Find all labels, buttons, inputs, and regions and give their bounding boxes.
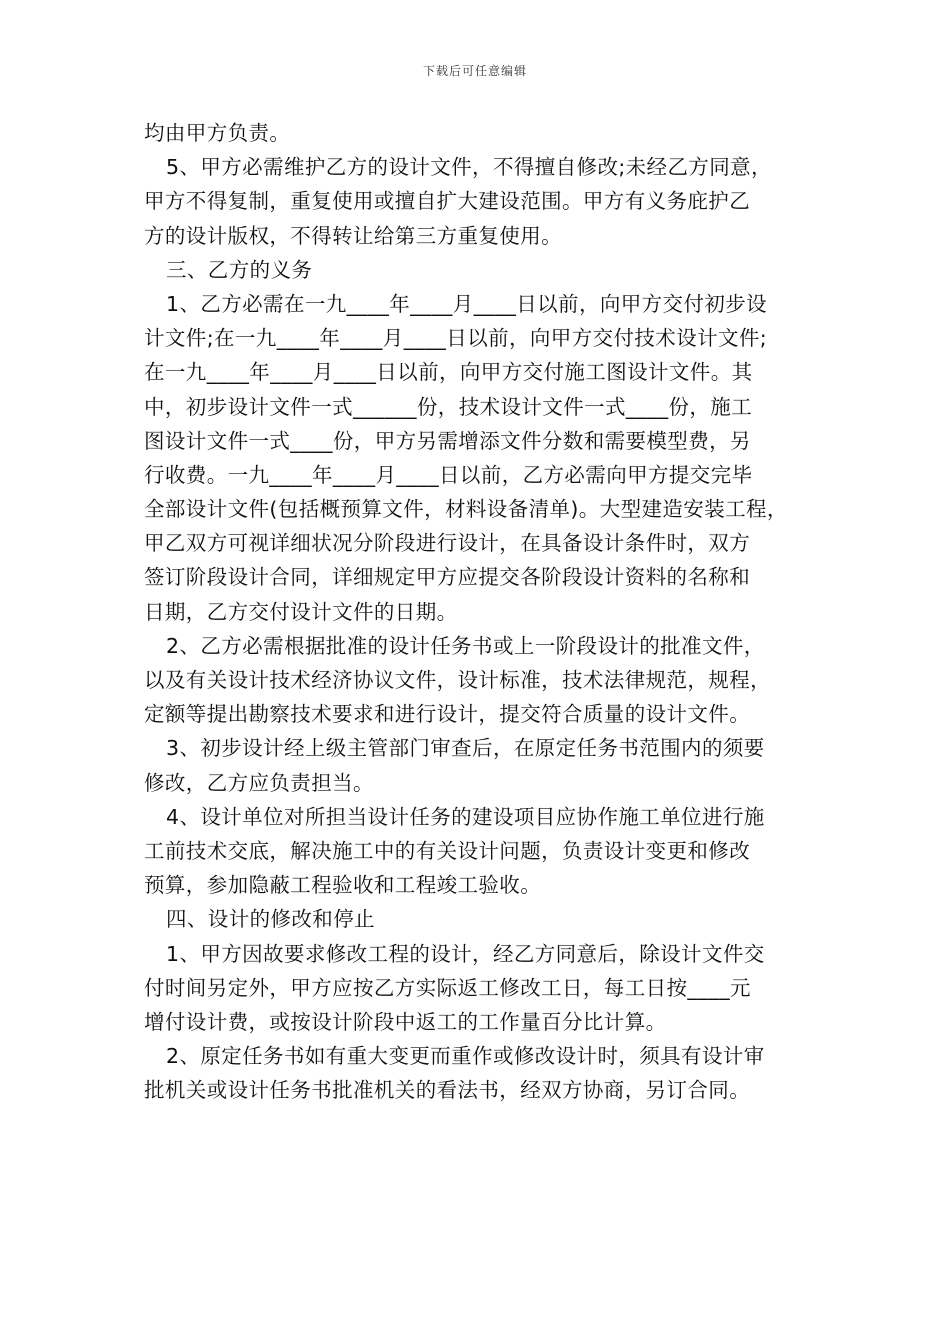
text-line: 以及有关设计技术经济协议文件，设计标准，技术法律规范，规程， bbox=[144, 668, 771, 692]
text-line: 1、甲方因故要求修改工程的设计，经乙方同意后，除设计文件交 bbox=[166, 941, 765, 966]
text-line: 在一九____年____月____日以前，向甲方交付施工图设计文件。其 bbox=[144, 360, 753, 385]
text-line: 均由甲方负责。 bbox=[144, 121, 291, 145]
text-line: 签订阶段设计合同，详细规定甲方应提交各阶段设计资料的名称和 bbox=[144, 565, 751, 590]
text-line: 甲乙双方可视详细状况分阶段进行设计，在具备设计条件时，双方 bbox=[144, 531, 751, 556]
text-line: 全部设计文件(包括概预算文件，材料设备清单)。大型建造安装工程， bbox=[144, 497, 788, 522]
text-line: 2、乙方必需根据批准的设计任务书或上一阶段设计的批准文件， bbox=[166, 633, 765, 658]
text-line: 方的设计版权，不得转让给第三方重复使用。 bbox=[144, 223, 562, 248]
text-line: 3、初步设计经上级主管部门审查后，在原定任务书范围内的须要 bbox=[166, 736, 765, 761]
text-line: 计文件;在一九____年____月____日以前，向甲方交付技术设计文件; bbox=[144, 326, 768, 351]
text-line: 付时间另定外，甲方应按乙方实际返工修改工日，每工日按____元 bbox=[144, 975, 751, 1000]
text-line: 工前技术交底，解决施工中的有关设计问题，负责设计变更和修改 bbox=[144, 838, 751, 863]
page-header: 下载后可任意编辑 bbox=[422, 64, 527, 78]
text-line: 预算，参加隐蔽工程验收和工程竣工验收。 bbox=[144, 873, 542, 898]
text-line: 甲方不得复制，重复使用或擅自扩大建设范围。甲方有义务庇护乙 bbox=[144, 189, 751, 214]
text-line: 四、设计的修改和停止 bbox=[166, 907, 375, 932]
text-line: 日期，乙方交付设计文件的日期。 bbox=[144, 599, 458, 624]
text-line: 三、乙方的义务 bbox=[166, 257, 313, 282]
text-line: 图设计文件一式____份，甲方另需增添文件分数和需要模型费，另 bbox=[144, 428, 751, 453]
text-line: 1、乙方必需在一九____年____月____日以前，向甲方交付初步设 bbox=[166, 291, 768, 316]
document-body bbox=[144, 116, 830, 1107]
text-line: 修改，乙方应负责担当。 bbox=[144, 770, 374, 795]
text-line: 定额等提出勘察技术要求和进行设计，提交符合质量的设计文件。 bbox=[144, 702, 751, 727]
text-line: 5、甲方必需维护乙方的设计文件，不得擅自修改;未经乙方同意， bbox=[166, 155, 772, 180]
text-line: 4、设计单位对所担当设计任务的建设项目应协作施工单位进行施 bbox=[166, 804, 765, 829]
text-line: 增付设计费，或按设计阶段中返工的工作量百分比计算。 bbox=[144, 1009, 667, 1034]
text-line: 行收费。一九____年____月____日以前，乙方必需向甲方提交完毕 bbox=[144, 462, 753, 487]
text-line: 批机关或设计任务书批准机关的看法书，经双方协商，另订合同。 bbox=[144, 1078, 751, 1103]
text-line: 中，初步设计文件一式______份，技术设计文件一式____份，施工 bbox=[144, 394, 753, 419]
text-line: 2、原定任务书如有重大变更而重作或修改设计时，须具有设计审 bbox=[166, 1044, 765, 1069]
